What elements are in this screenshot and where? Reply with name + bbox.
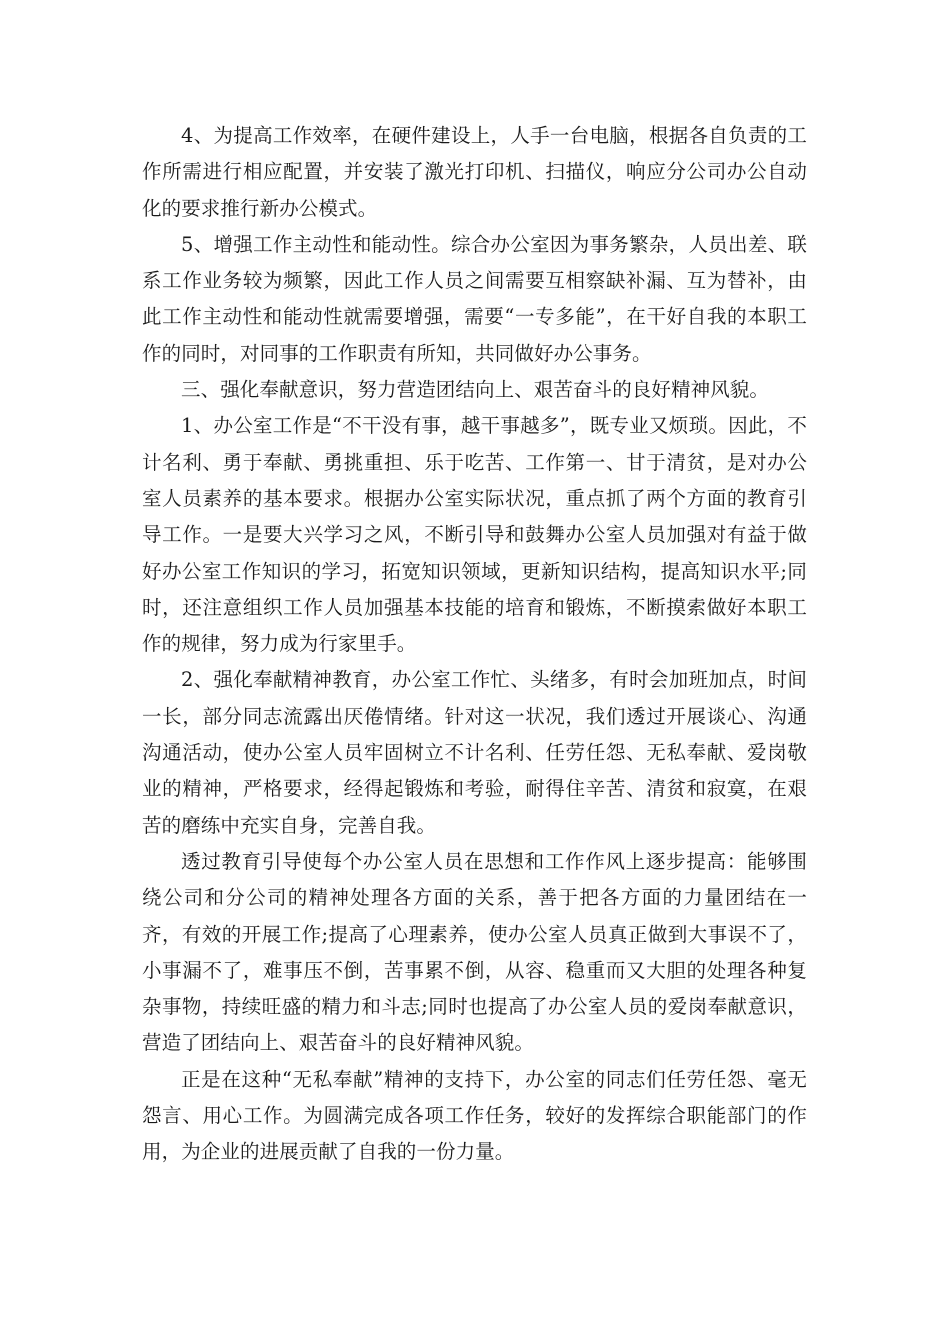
- paragraph-item-5: 5、增强工作主动性和能动性。综合办公室因为事务繁杂，人员出差、联系工作业务较为频繁，因此工作人员之间需要互相察缺补漏、互为替补，由此工作主动性和能动性就需要增强，需要“一专多能”，在干好自我的本职工作的同时，对同事的工作职责有所知，共同做好办公事务。: [142, 232, 807, 365]
- paragraph-conclusion: 正是在这种“无私奉献”精神的支持下，办公室的同志们任劳任怨、毫无怨言、用心工作。为圆满完成各项工作任务，较好的发挥综合职能部门的作用，为企业的进展贡献了自我的一份力量。: [142, 1067, 807, 1164]
- paragraph-summary: 透过教育引导使每个办公室人员在思想和工作作风上逐步提高：能够围绕公司和分公司的精神处理各方面的关系，善于把各方面的力量团结在一齐，有效的开展工作;提高了心理素养，使办公室人员真正做到大事误不了，小事漏不了，难事压不倒，苦事累不倒，从容、稳重而又大胆的处理各种复杂事物，持续旺盛的精力和斗志;同时也提高了办公室人员的爱岗奉献意识，营造了团结向上、艰苦奋斗的良好精神风貌。: [142, 849, 807, 1055]
- paragraph-item-4: 4、为提高工作效率，在硬件建设上，人手一台电脑，根据各自负责的工作所需进行相应配置，并安装了激光打印机、扫描仪，响应分公司办公自动化的要求推行新办公模式。: [142, 124, 807, 220]
- section-heading-3: 三、强化奉献意识，努力营造团结向上、艰苦奋斗的良好精神风貌。: [181, 378, 770, 402]
- paragraph-item-1: 1、办公室工作是“不干没有事，越干事越多”，既专业又烦琐。因此，不计名利、勇于奉献、勇挑重担、乐于吃苦、工作第一、甘于清贫，是对办公室人员素养的基本要求。根据办公室实际状况，重点抓了两个方面的教育引导工作。一是要大兴学习之风，不断引导和鼓舞办公室人员加强对有益于做好办公室工作知识的学习，拓宽知识领域，更新知识结构，提高知识水平;同时，还注意组织工作人员加强基本技能的培育和锻炼，不断摸索做好本职工作的规律，努力成为行家里手。: [142, 414, 807, 656]
- document-page: [142, 118, 807, 1171]
- paragraph-item-2: 2、强化奉献精神教育，办公室工作忙、头绪多，有时会加班加点，时间一长，部分同志流露出厌倦情绪。针对这一状况，我们透过开展谈心、沟通沟通活动，使办公室人员牢固树立不计名利、任劳任怨、无私奉献、爱岗敬业的精神，严格要求，经得起锻炼和考验，耐得住辛苦、清贫和寂寞，在艰苦的磨练中充实自身，完善自我。: [142, 668, 807, 837]
